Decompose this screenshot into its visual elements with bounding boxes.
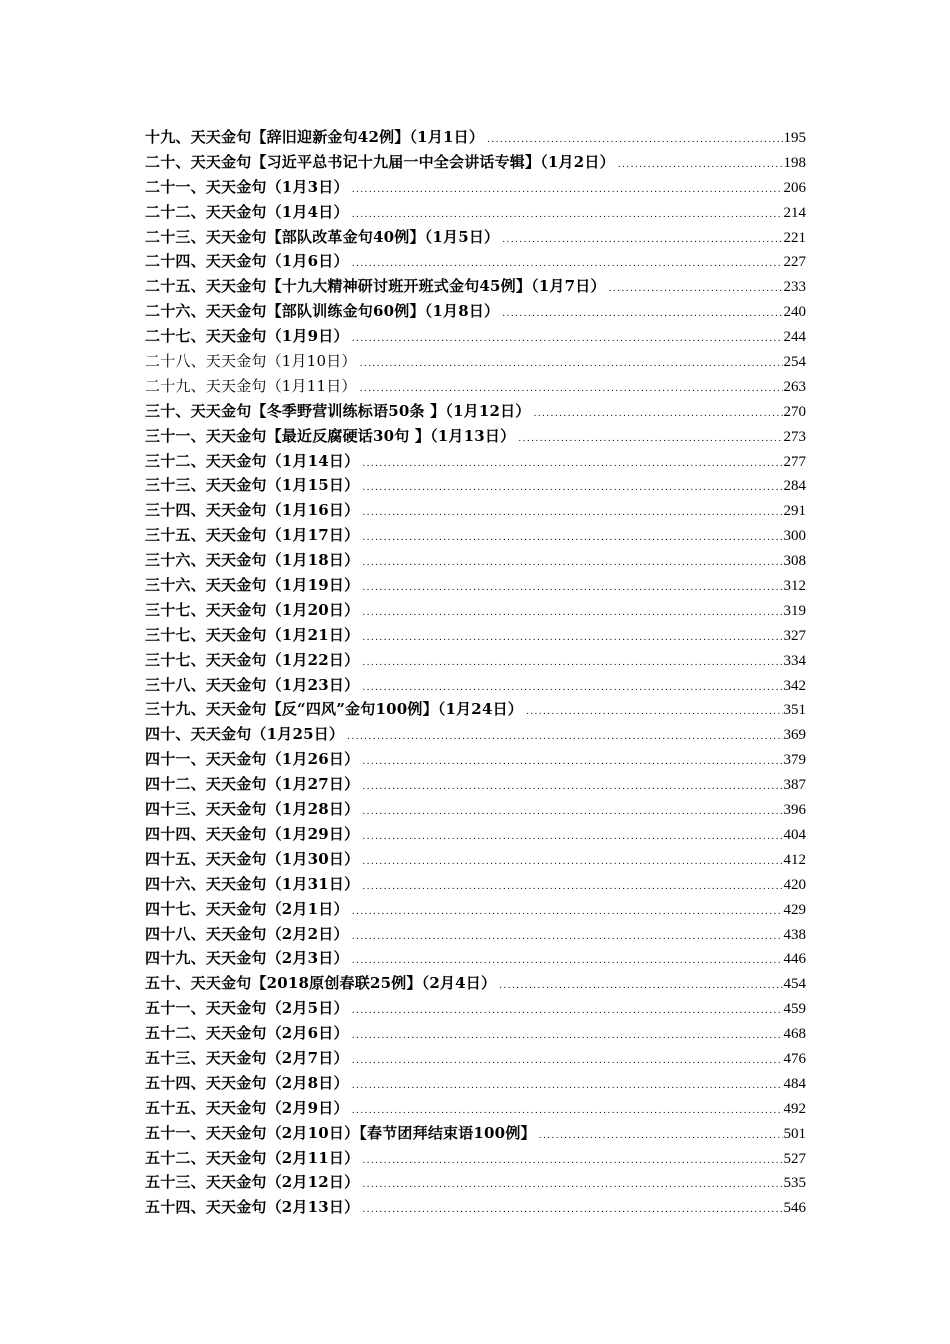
- toc-entry[interactable]: [145, 697, 806, 722]
- toc-entry-title: 四十六、天天金句（1月31日）: [145, 874, 360, 893]
- toc-page-number: 429: [783, 901, 806, 918]
- toc-page-number: 484: [783, 1075, 806, 1092]
- toc-page-number: 438: [783, 926, 806, 943]
- toc-entry-title: 三十七、天天金句（1月21日）: [145, 625, 360, 644]
- toc-dot-leader: [362, 601, 782, 626]
- toc-page-number: 369: [783, 727, 806, 744]
- toc-entry[interactable]: [145, 1071, 806, 1096]
- toc-dot-leader: [352, 925, 783, 950]
- toc-page-number: 254: [783, 354, 806, 371]
- toc-entry-title: 十九、天天金句【辞旧迎新金句42例】（1月1日）: [145, 128, 485, 146]
- toc-entry[interactable]: [145, 449, 806, 474]
- toc-entry[interactable]: [145, 971, 806, 996]
- toc-page-number: 308: [783, 553, 806, 570]
- toc-entry-title: 三十二、天天金句（1月14日）: [145, 451, 360, 470]
- toc-entry-title: 二十九、天天金句（1月11日）: [145, 376, 357, 395]
- toc-entry-title: 四十九、天天金句（2月3日）: [145, 949, 349, 968]
- toc-entry[interactable]: [145, 1046, 806, 1071]
- toc-entry-title: 二十八、天天金句（1月10日）: [145, 352, 357, 371]
- toc-entry[interactable]: [145, 847, 806, 872]
- toc-entry-title: 四十三、天天金句（1月28日）: [145, 800, 360, 819]
- toc-page-number: 492: [783, 1100, 806, 1117]
- toc-dot-leader: [362, 875, 782, 900]
- toc-page-number: 221: [783, 229, 806, 246]
- toc-page-number: 501: [783, 1125, 806, 1142]
- toc-entry[interactable]: [145, 1146, 806, 1171]
- toc-entry-title: 五十四、天天金句（2月8日）: [145, 1073, 349, 1092]
- toc-page-number: 195: [783, 130, 806, 146]
- toc-entry-title: 四十七、天天金句（2月1日）: [145, 899, 349, 918]
- toc-dot-leader: [502, 302, 782, 327]
- toc-dot-leader: [362, 526, 782, 551]
- toc-dot-leader: [499, 974, 782, 999]
- toc-entry[interactable]: [145, 573, 806, 598]
- toc-entry-title: 三十七、天天金句（1月20日）: [145, 600, 360, 619]
- toc-page-number: 312: [783, 578, 806, 595]
- toc-entry-title: 五十一、天天金句（2月10日）【春节团拜结束语100例】: [145, 1123, 536, 1142]
- toc-entry-title: 二十四、天天金句（1月6日）: [145, 252, 349, 271]
- toc-entry[interactable]: [145, 1096, 806, 1121]
- toc-entry[interactable]: [145, 946, 806, 971]
- toc-dot-leader: [362, 800, 782, 825]
- toc-dot-leader: [362, 850, 782, 875]
- toc-entry[interactable]: [145, 623, 806, 648]
- toc-entry[interactable]: [145, 772, 806, 797]
- toc-entry-title: 三十五、天天金句（1月17日）: [145, 526, 360, 545]
- toc-entry-title: 五十三、天天金句（2月12日）: [145, 1173, 360, 1192]
- toc-page-number: 404: [783, 826, 806, 843]
- toc-entry-title: 三十九、天天金句【反“四风”金句100例】（1月24日）: [145, 700, 523, 719]
- toc-page-number: 387: [783, 777, 806, 794]
- toc-entry[interactable]: [145, 299, 806, 324]
- toc-page-number: 351: [783, 702, 806, 719]
- toc-entry[interactable]: [145, 548, 806, 573]
- toc-entry-title: 三十六、天天金句（1月19日）: [145, 576, 360, 595]
- toc-entry-title: 二十七、天天金句（1月9日）: [145, 327, 349, 346]
- toc-entry[interactable]: [145, 673, 806, 698]
- toc-page-number: 198: [783, 154, 806, 171]
- toc-page-number: 206: [783, 179, 806, 196]
- toc-page-number: 334: [783, 652, 806, 669]
- toc-page-number: 227: [783, 254, 806, 271]
- toc-entry-title: 五十二、天天金句（2月6日）: [145, 1024, 349, 1043]
- toc-entry-title: 三十一、天天金句【最近反腐硬话30句 】（1月13日）: [145, 426, 516, 445]
- toc-entry[interactable]: [145, 399, 806, 424]
- toc-page-number: 412: [783, 851, 806, 868]
- toc-dot-leader: [362, 1198, 782, 1223]
- toc-dot-leader: [362, 551, 782, 576]
- table-of-contents: [145, 125, 806, 1220]
- toc-page-number: 233: [783, 279, 806, 296]
- toc-page-number: 459: [783, 1001, 806, 1018]
- toc-entry[interactable]: [145, 897, 806, 922]
- toc-entry-title: 三十四、天天金句（1月16日）: [145, 501, 360, 520]
- toc-page-number: 240: [783, 304, 806, 321]
- toc-entry[interactable]: [145, 648, 806, 673]
- toc-page-number: 446: [783, 951, 806, 968]
- toc-dot-leader: [352, 327, 783, 352]
- toc-dot-leader: [352, 1074, 783, 1099]
- toc-dot-leader: [347, 725, 782, 750]
- toc-entry-title: 三十八、天天金句（1月23日）: [145, 675, 360, 694]
- toc-entry[interactable]: [145, 374, 806, 399]
- toc-entry[interactable]: [145, 1195, 806, 1220]
- toc-dot-leader: [609, 277, 783, 302]
- toc-page-number: 454: [783, 976, 806, 993]
- toc-entry-title: 四十一、天天金句（1月26日）: [145, 750, 360, 769]
- toc-entry[interactable]: [145, 747, 806, 772]
- toc-entry-title: 五十四、天天金句（2月13日）: [145, 1198, 360, 1217]
- toc-dot-leader: [352, 1049, 783, 1074]
- toc-entry-title: 二十一、天天金句（1月3日）: [145, 177, 349, 196]
- toc-entry[interactable]: [145, 498, 806, 523]
- toc-dot-leader: [502, 228, 782, 253]
- toc-page-number: 214: [783, 204, 806, 221]
- toc-page-number: 270: [783, 403, 806, 420]
- toc-page-number: 535: [783, 1175, 806, 1192]
- toc-page-number: 468: [783, 1026, 806, 1043]
- toc-entry[interactable]: [145, 598, 806, 623]
- toc-entry[interactable]: [145, 225, 806, 250]
- toc-entry[interactable]: [145, 872, 806, 897]
- toc-entry-title: 四十五、天天金句（1月30日）: [145, 849, 360, 868]
- toc-page-number: 396: [783, 802, 806, 819]
- toc-page-number: 546: [783, 1200, 806, 1217]
- toc-dot-leader: [534, 402, 783, 427]
- toc-page-number: 277: [783, 453, 806, 470]
- toc-entry[interactable]: [145, 996, 806, 1021]
- toc-dot-leader: [362, 775, 782, 800]
- toc-entry-title: 五十三、天天金句（2月7日）: [145, 1048, 349, 1067]
- toc-entry-title: 二十二、天天金句（1月4日）: [145, 202, 349, 221]
- toc-dot-leader: [362, 1149, 782, 1174]
- toc-entry[interactable]: [145, 822, 806, 847]
- toc-entry[interactable]: [145, 150, 806, 175]
- toc-entry[interactable]: [145, 175, 806, 200]
- toc-entry-title: 二十五、天天金句【十九大精神研讨班开班式金句45例】（1月7日）: [145, 277, 606, 296]
- toc-entry-title: 四十二、天天金句（1月27日）: [145, 775, 360, 794]
- toc-dot-leader: [352, 1024, 783, 1049]
- toc-entry-title: 三十六、天天金句（1月18日）: [145, 551, 360, 570]
- toc-entry[interactable]: [145, 473, 806, 498]
- toc-entry[interactable]: [145, 922, 806, 947]
- toc-entry[interactable]: [145, 797, 806, 822]
- toc-page-number: 342: [783, 677, 806, 694]
- toc-dot-leader: [362, 452, 782, 477]
- toc-entry-title: 四十、天天金句（1月25日）: [145, 725, 345, 744]
- toc-entry[interactable]: [145, 200, 806, 225]
- toc-page-number: 527: [783, 1150, 806, 1167]
- toc-entry-title: 五十二、天天金句（2月11日）: [145, 1148, 360, 1167]
- toc-entry[interactable]: [145, 722, 806, 747]
- toc-entry-title: 三十七、天天金句（1月22日）: [145, 650, 360, 669]
- toc-page-number: 420: [783, 876, 806, 893]
- toc-page-number: 379: [783, 752, 806, 769]
- toc-entry-title: 四十八、天天金句（2月2日）: [145, 924, 349, 943]
- toc-page-number: 244: [783, 329, 806, 346]
- toc-page-number: 273: [783, 428, 806, 445]
- toc-entry[interactable]: [145, 424, 806, 449]
- toc-dot-leader: [362, 1173, 782, 1198]
- toc-entry-title: 五十五、天天金句（2月9日）: [145, 1098, 349, 1117]
- toc-page-number: 291: [783, 503, 806, 520]
- toc-entry[interactable]: [145, 1121, 806, 1146]
- toc-entry[interactable]: [145, 249, 806, 274]
- toc-entry[interactable]: [145, 349, 806, 374]
- toc-page-number: 327: [783, 627, 806, 644]
- toc-dot-leader: [352, 178, 783, 203]
- toc-dot-leader: [526, 700, 783, 725]
- toc-dot-leader: [362, 576, 782, 601]
- toc-dot-leader: [518, 427, 782, 452]
- toc-dot-leader: [362, 626, 782, 651]
- toc-page-number: 300: [783, 528, 806, 545]
- toc-entry[interactable]: [145, 324, 806, 349]
- toc-entry-title: 二十六、天天金句【部队训练金句60例】（1月8日）: [145, 302, 500, 321]
- toc-entry-title: 三十、天天金句【冬季野营训练标语50条 】（1月12日）: [145, 401, 531, 420]
- toc-entry-title: 二十三、天天金句【部队改革金句40例】（1月5日）: [145, 227, 500, 246]
- toc-dot-leader: [362, 651, 782, 676]
- toc-dot-leader: [618, 153, 783, 178]
- toc-dot-leader: [352, 900, 783, 925]
- toc-dot-leader: [360, 352, 783, 377]
- toc-entry-title: 五十、天天金句【2018原创春联25例】（2月4日）: [145, 974, 497, 993]
- toc-entry[interactable]: [145, 274, 806, 299]
- toc-entry-title: 三十三、天天金句（1月15日）: [145, 476, 360, 495]
- toc-dot-leader: [362, 750, 782, 775]
- toc-entry-title: 二十、天天金句【习近平总书记十九届一中全会讲话专辑】（1月2日）: [145, 152, 615, 171]
- toc-entry[interactable]: [145, 125, 806, 150]
- toc-page-number: 476: [783, 1050, 806, 1067]
- toc-dot-leader: [352, 999, 783, 1024]
- toc-entry[interactable]: [145, 523, 806, 548]
- toc-entry[interactable]: [145, 1170, 806, 1195]
- toc-page-number: 284: [783, 478, 806, 495]
- toc-entry-title: 五十一、天天金句（2月5日）: [145, 999, 349, 1018]
- toc-page-number: 319: [783, 602, 806, 619]
- toc-page-number: 263: [783, 378, 806, 395]
- toc-entry-title: 四十四、天天金句（1月29日）: [145, 824, 360, 843]
- toc-dot-leader: [362, 825, 782, 850]
- toc-dot-leader: [362, 501, 782, 526]
- toc-dot-leader: [539, 1124, 783, 1149]
- toc-dot-leader: [362, 476, 782, 501]
- toc-entry[interactable]: [145, 1021, 806, 1046]
